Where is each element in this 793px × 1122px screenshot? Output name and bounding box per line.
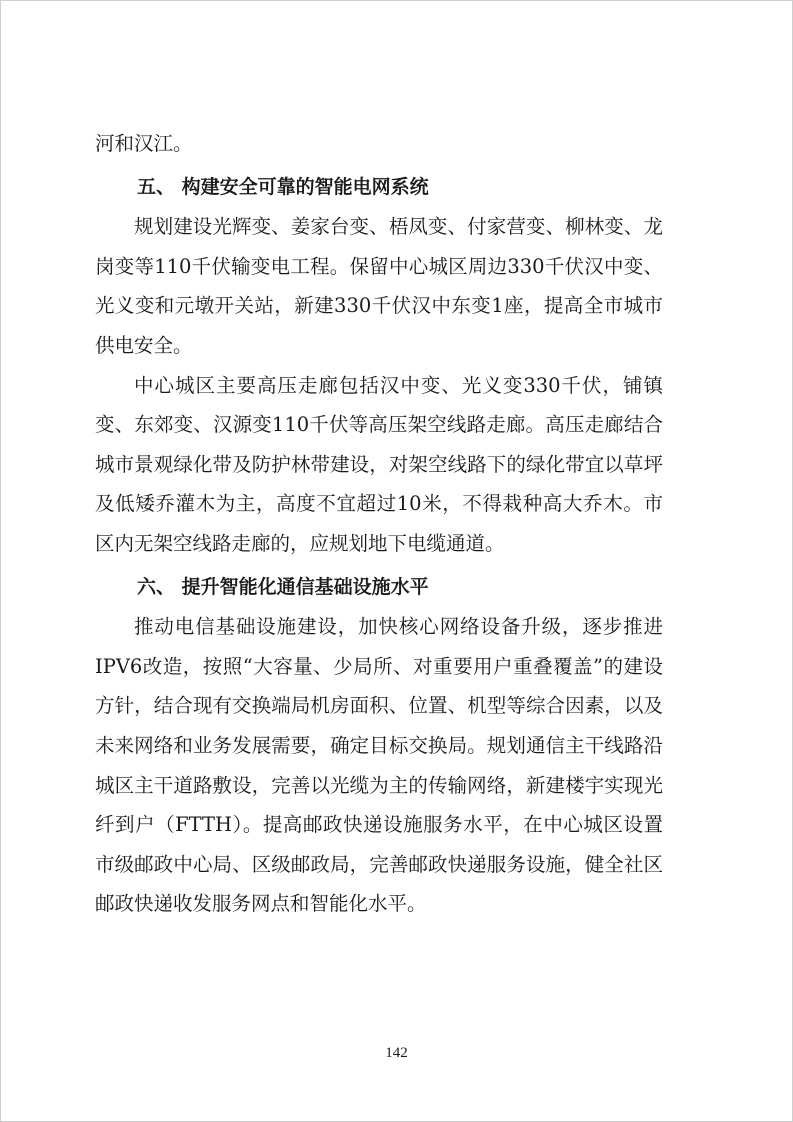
document-body — [95, 124, 663, 924]
section-heading-5: 五、 构建安全可靠的智能电网系统 — [137, 175, 429, 198]
page-number: 142 — [385, 1045, 408, 1061]
continuation-paragraph: 河和汉江。 — [95, 132, 193, 155]
section-heading-6: 六、 提升智能化通信基础设施水平 — [137, 575, 429, 598]
section5-paragraph-2: 中心城区主要高压走廊包括汉中变、光义变330千伏，铺镇变、东郊变、汉源变110千伏等高压架空线路走廊。高压走廊结合城市景观绿化带及防护林带建设，对架空线路下的绿化带宜以草坪及低矮乔灌木为主，高度不宜超过10米，不得栽种高大乔木。市区内无架空线路走廊的，应规划地下电缆通道。 — [95, 373, 663, 555]
section6-paragraph-1: 推动电信基础设施建设，加快核心网络设备升级，逐步推进IPV6改造，按照“大容量、少局所、对重要用户重叠覆盖”的建设方针，结合现有交换端局机房面积、位置、机型等综合因素，以及未来网络和业务发展需要，确定目标交换局。规划通信主干线路沿城区主干道路敷设，完善以光缆为主的传输网络，新建楼宇实现光纤到户（FTTH）。提高邮政快递设施服务水平，在中心城区设置市级邮政中心局、区级邮政局，完善邮政快递服务设施，健全社区邮政快递收发服务网点和智能化水平。 — [95, 615, 663, 916]
section5-paragraph-1: 规划建设光辉变、姜家台变、梧凤变、付家营变、柳林变、龙岗变等110千伏输变电工程。保留中心城区周边330千伏汉中变、光义变和元墩开关站，新建330千伏汉中东变1座，提高全市城市供电安全。 — [95, 215, 663, 357]
